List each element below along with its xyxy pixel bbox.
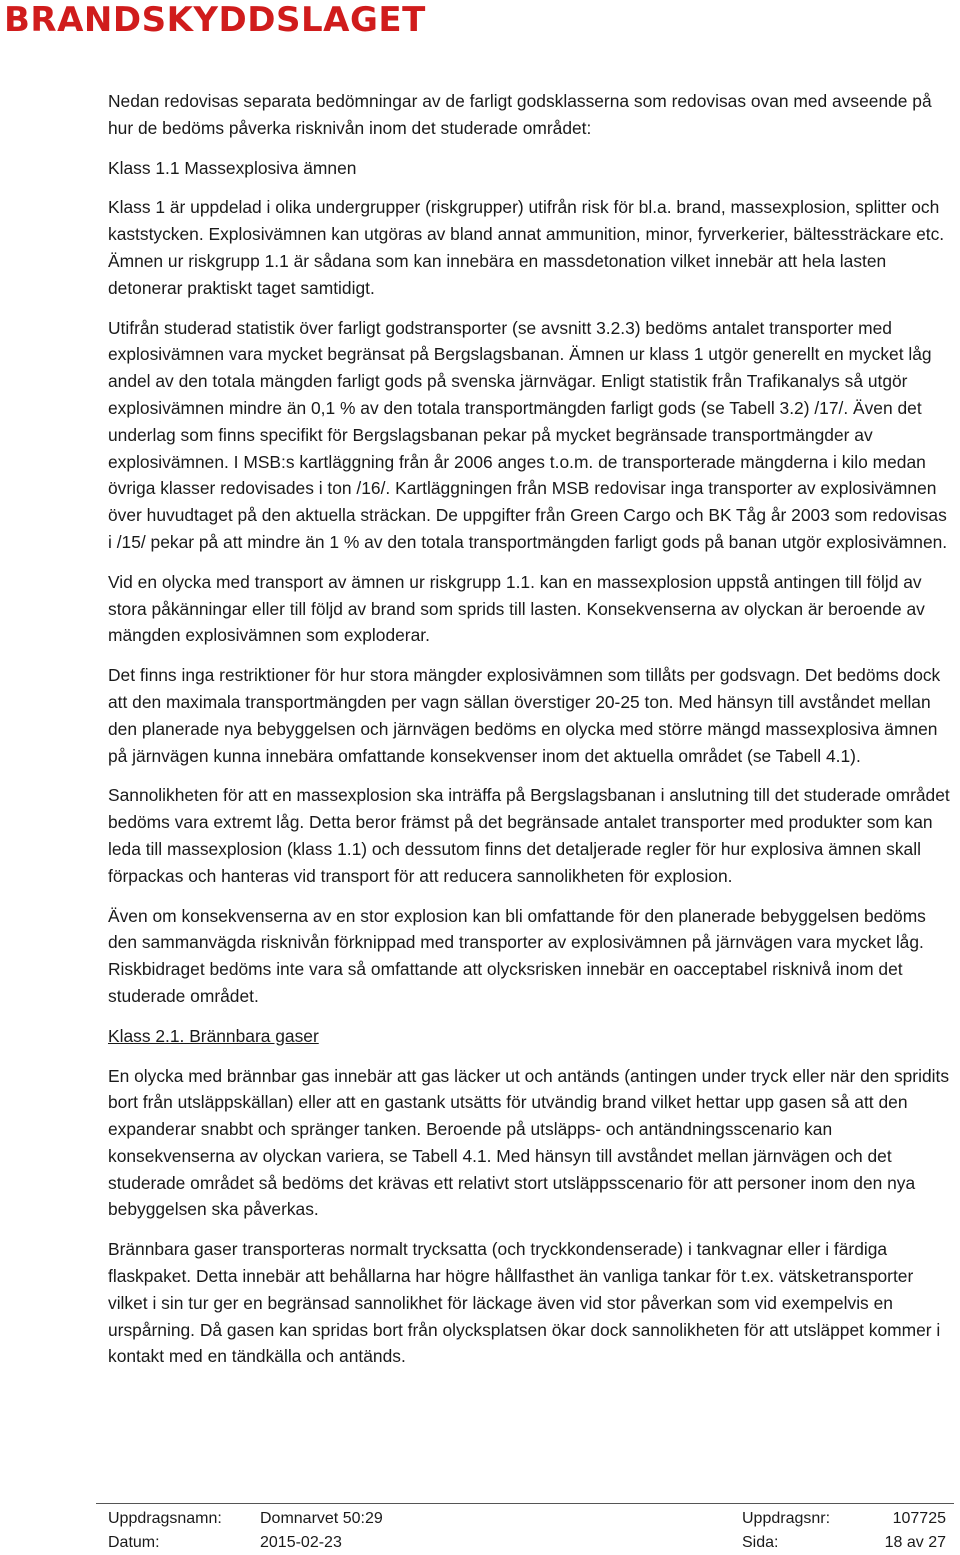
section-heading-klass-2-1: Klass 2.1. Brännbara gaser [108, 1025, 319, 1046]
section2-paragraph-1: En olycka med brännbar gas innebär att gas läcker ut och antänds (antingen under tryck eller när den spridits bort från utsläppskällan) eller att en gastank utsätts för utvändig brand vilket hettar upp gasen så att den expanderar snabbt och spränger tanken. Beroende på utsläpps- och antändningsscenario kan konsekvenserna av olyckan variera, se Tabell 4.1. Med hänsyn till avståndet mellan järnvägen och det studerade området så bedöms det krävas ett relativt stort utsläppsscenario för att personer inom den nya bebyggelsen ska påverkas. [108, 1065, 950, 1220]
section1-paragraph-3: Vid en olycka med transport av ämnen ur riskgrupp 1.1. kan en massexplosion uppstå antingen till följd av stora påkänningar eller till följd av brand som sprids till lasten. Konsekvenserna av olyckan är beroende av mängden explosivämnen som exploderar. [108, 571, 925, 646]
section1-paragraph-1: Klass 1 är uppdelad i olika undergrupper (riskgrupper) utifrån risk för bl.a. brand, massexplosion, splitter och kaststycken. Explosivämnen kan utgöras av bland annat ammunition, minor, fyrverkerier, bältessträckare etc. Ämnen ur riskgrupp 1.1 är sådana som kan innebära en massdetonation vilket innebär att hela lasten detonerar praktiskt taget samtidigt. [108, 197, 945, 298]
footer-number-label: Uppdragsnr: [742, 1510, 831, 1527]
section1-paragraph-2: Utifrån studerad statistik över farligt godstransporter (se avsnitt 3.2.3) bedöms antalet transporter med explosivämnen vara mycket begränsat på Bergslagsbanan. Ämnen ur klass 1 utgör generellt en mycket låg andel av den totala mängden farligt gods på svenska järnvägar. Enligt statistik från Trafikanalys så utgör explosivämnen mindre än 0,1 % av den totala transportmängden farligt gods (se Tabell 3.2) /17/. Även det underlag som finns specifikt för Bergslagsbanan pekar på mycket begränsade transportmängder av explosivämnen. I MSB:s kartläggning från år 2006 anges t.o.m. de transporterade mängderna i kilo medan övriga klasser redovisades i ton /16/. Kartläggningen från MSB redovisar inga transporter av explosivämnen över huvudtaget på den aktuella sträckan. De uppgifter från Green Cargo och BK Tåg år 2003 som redovisas i /15/ pekar på att mindre än 1 % av den totala transportmängden farligt gods på banan utgör explosivämnen. [108, 317, 948, 552]
footer-project-value: Domnarvet 50:29 [260, 1510, 383, 1527]
footer-date-value: 2015-02-23 [260, 1534, 342, 1551]
footer-number-value: 107725 [892, 1510, 946, 1527]
document-body [108, 88, 954, 1370]
footer-page-value: 18 av 27 [884, 1534, 946, 1551]
footer-page-label: Sida: [742, 1534, 779, 1551]
section2-paragraph-2: Brännbara gaser transporteras normalt trycksatta (och tryckkondenserade) i tankvagnar eller i färdiga flaskpaket. Detta innebär att behållarna har högre hållfasthet än vanliga tankar för t.ex. vätsketransporter vilket i sin tur ger en begränsad sannolikhet för läckage även vid stor påverkan som vid exempelvis en urspårning. Då gasen kan spridas bort från olycksplatsen ökar dock sannolikheten för att utsläppet kommer i kontakt med en tändkälla och antänds. [108, 1239, 941, 1367]
footer-project-label: Uppdragsnamn: [108, 1510, 222, 1527]
page-footer [96, 1503, 954, 1552]
intro-paragraph: Nedan redovisas separata bedömningar av de farligt godsklasserna som redovisas ovan med avseende på hur de bedöms påverka risknivån inom det studerade området: [108, 91, 932, 138]
section1-paragraph-6: Även om konsekvenserna av en stor explosion kan bli omfattande för den planerade bebyggelsen bedöms den sammanvägda risknivån förknippad med transporter av explosivämnen på järnvägen vara mycket låg. Riskbidraget bedöms inte vara så omfattande att olycksrisken innebär en oacceptabel risknivå inom det studerade området. [108, 905, 926, 1006]
section1-paragraph-5: Sannolikheten för att en massexplosion ska inträffa på Bergslagsbanan i anslutning till det studerade området bedöms vara extremt låg. Detta beror främst på det begränsade antalet transporter med produkter som kan leda till massexplosion (klass 1.1) och dessutom finns det detaljerade regler för hur explosiva ämnen skall förpackas och hanteras vid transport för att reducera sannolikheten för explosion. [108, 785, 950, 886]
footer-date-label: Datum: [108, 1534, 160, 1551]
section-heading-klass-1-1: Klass 1.1 Massexplosiva ämnen [108, 157, 357, 178]
section1-paragraph-4: Det finns inga restriktioner för hur stora mängder explosivämnen som tillåts per godsvagn. Det bedöms dock att den maximala transportmängden per vagn sällan överstiger 20-25 ton. Med hänsyn till avståndet mellan den planerade nya bebyggelsen och järnvägen bedöms en olycka med större mängd massexplosiva ämnen på järnvägen kunna innebära omfattande konsekvenser inom det aktuella området (se Tabell 4.1). [108, 665, 941, 766]
brand-logo: BRANDSKYDDSLAGET [4, 0, 426, 40]
